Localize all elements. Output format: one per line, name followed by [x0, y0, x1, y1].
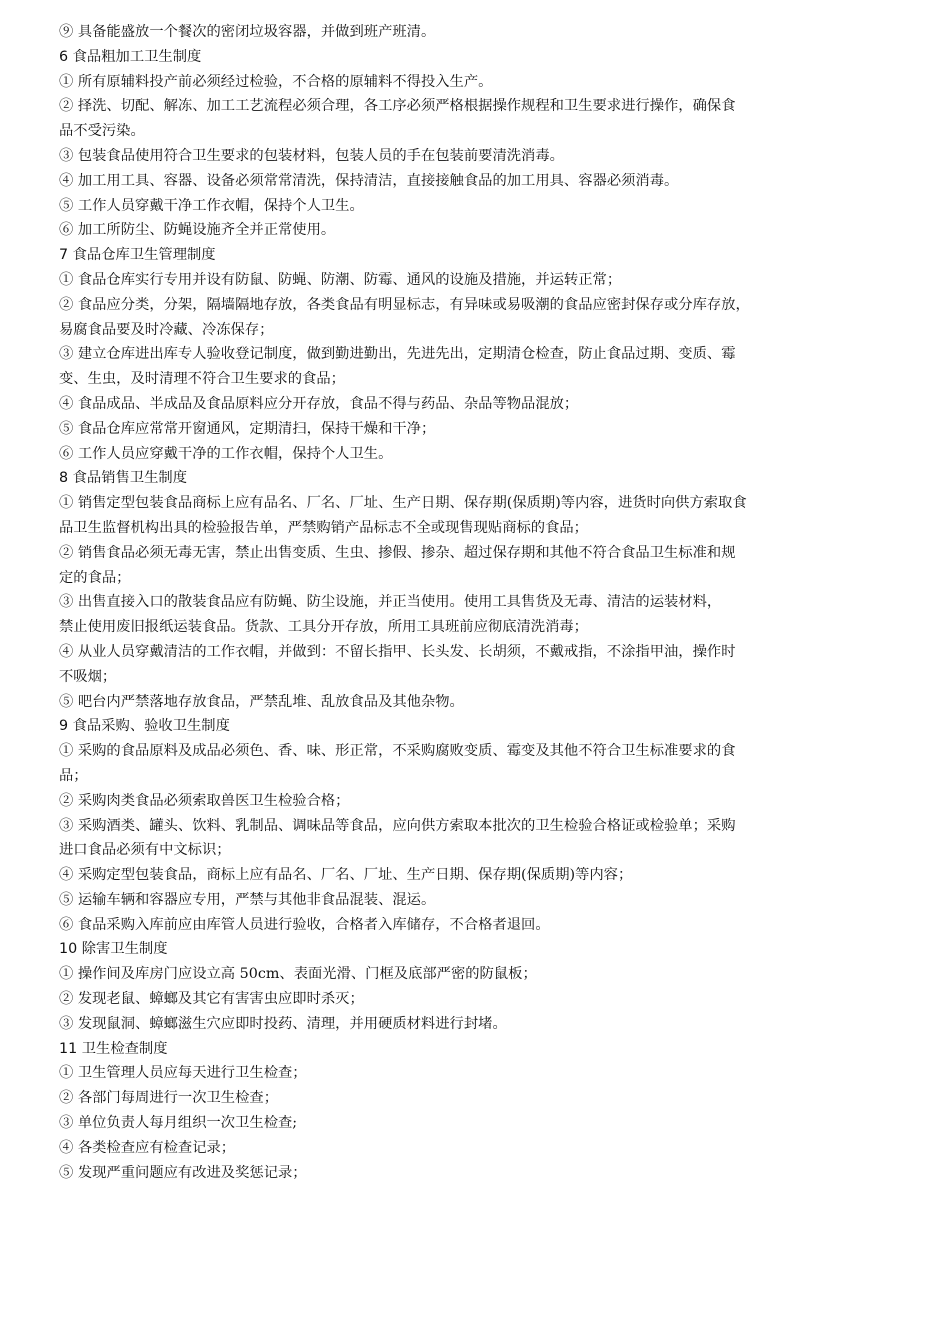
section-title: 10 除害卫生制度 [59, 941, 168, 958]
text-line: 品不受污染。 [59, 123, 145, 140]
text-line: ⑤ 吧台内严禁落地存放食品，严禁乱堆、乱放食品及其他杂物。 [59, 693, 464, 710]
section-title: 6 食品粗加工卫生制度 [59, 48, 202, 65]
text-line: ③ 包装食品使用符合卫生要求的包装材料，包装人员的手在包装前要清洗消毒。 [59, 147, 564, 164]
text-line: ⑥ 工作人员应穿戴干净的工作衣帽，保持个人卫生。 [59, 445, 393, 462]
text-line: 易腐食品要及时冷藏、冷冻保存； [59, 321, 274, 338]
text-line: ① 食品仓库实行专用并设有防鼠、防蝇、防潮、防霉、通风的设施及措施，并运转正常； [59, 271, 622, 288]
document-page [59, 20, 869, 1185]
text-line: 禁止使用废旧报纸运装食品。货款、工具分开存放，所用工具班前应彻底清洗消毒； [59, 619, 588, 636]
text-line: ⑥ 食品采购入库前应由库管人员进行验收，合格者入库储存，不合格者退回。 [59, 916, 550, 933]
text-line: ① 所有原辅料投产前必须经过检验，不合格的原辅料不得投入生产。 [59, 73, 493, 90]
text-line: ① 采购的食品原料及成品必须色、香、味、形正常，不采购腐败变质、霉变及其他不符合卫生标准要求的食 [59, 743, 736, 760]
text-line: ② 采购肉类食品必须索取兽医卫生检验合格； [59, 792, 350, 809]
text-line: 不吸烟； [59, 668, 117, 685]
text-line: ④ 加工用工具、容器、设备必须常常清洗，保持清洁，直接接触食品的加工用具、容器必须消毒。 [59, 172, 679, 189]
text-line: ③ 发现鼠洞、蟑螂滋生穴应即时投药、清理，并用硬质材料进行封堵。 [59, 1015, 507, 1032]
text-line: ② 择洗、切配、解冻、加工工艺流程必须合理，各工序必须严格根据操作规程和卫生要求进行操作，确保食 [59, 98, 736, 115]
text-line: ③ 单位负责人每月组织一次卫生检查; [59, 1115, 298, 1132]
text-line: ② 销售食品必须无毒无害，禁止出售变质、生虫、掺假、掺杂、超过保存期和其他不符合食品卫生标准和规 [59, 544, 736, 561]
text-line: ④ 食品成品、半成品及食品原料应分开存放，食品不得与药品、杂品等物品混放； [59, 395, 579, 412]
text-line: ② 各部门每周进行一次卫生检查； [59, 1090, 278, 1107]
section-title: 9 食品采购、验收卫生制度 [59, 718, 230, 735]
text-line: ③ 采购酒类、罐头、饮料、乳制品、调味品等食品，应向供方索取本批次的卫生检验合格证或检验单；采购 [59, 817, 736, 834]
text-line: 品卫生监督机构出具的检验报告单，严禁购销产品标志不全或现售现贴商标的食品； [59, 519, 588, 536]
text-line: ⑤ 食品仓库应常常开窗通风，定期清扫，保持干燥和干净； [59, 420, 436, 437]
text-line: ④ 各类检查应有检查记录； [59, 1139, 236, 1156]
text-line: ④ 从业人员穿戴清洁的工作衣帽，并做到：不留长指甲、长头发、长胡须，不戴戒指，不涂指甲油，操作时 [59, 643, 736, 660]
text-line: ③ 建立仓库进出库专人验收登记制度，做到勤进勤出，先进先出，定期清仓检查，防止食品过期、变质、霉 [59, 346, 736, 363]
text-line: 变、生虫，及时清理不符合卫生要求的食品； [59, 371, 345, 388]
text-line: ④ 采购定型包装食品，商标上应有品名、厂名、厂址、生产日期、保存期(保质期)等内容； [59, 867, 633, 884]
text-line: ① 卫生管理人员应每天进行卫生检查； [59, 1065, 307, 1082]
text-line: ⑤ 工作人员穿戴干净工作衣帽，保持个人卫生。 [59, 197, 364, 214]
text-line: ③ 出售直接入口的散装食品应有防蝇、防尘设施，并正当使用。使用工具售货及无毒、清洁的运装材料， [59, 594, 722, 611]
text-line: ① 销售定型包装食品商标上应有品名、厂名、厂址、生产日期、保存期(保质期)等内容，进货时向供方索取食 [59, 495, 747, 512]
section-title: 11 卫生检查制度 [59, 1040, 168, 1057]
section-title: 8 食品销售卫生制度 [59, 470, 188, 487]
text-line: ② 食品应分类，分架，隔墙隔地存放，各类食品有明显标志，有异味或易吸潮的食品应密封保存或分库存放， [59, 296, 750, 313]
text-line: ② 发现老鼠、蟑螂及其它有害害虫应即时杀灭； [59, 991, 364, 1008]
text-line: ⑤ 发现严重问题应有改进及奖惩记录； [59, 1164, 307, 1181]
text-line: ① 操作间及库房门应设立高 50cm、表面光滑、门框及底部严密的防鼠板； [59, 966, 537, 983]
text-line: 品； [59, 767, 88, 784]
text-line: 进口食品必须有中文标识； [59, 842, 231, 859]
section-title: 7 食品仓库卫生管理制度 [59, 247, 216, 264]
text-line: ⑤ 运输车辆和容器应专用，严禁与其他非食品混装、混运。 [59, 891, 436, 908]
text-line: 定的食品； [59, 569, 131, 586]
text-line: ⑥ 加工所防尘、防蝇设施齐全并正常使用。 [59, 222, 336, 239]
text-line: ⑨ 具备能盛放一个餐次的密闭垃圾容器，并做到班产班清。 [59, 24, 436, 40]
